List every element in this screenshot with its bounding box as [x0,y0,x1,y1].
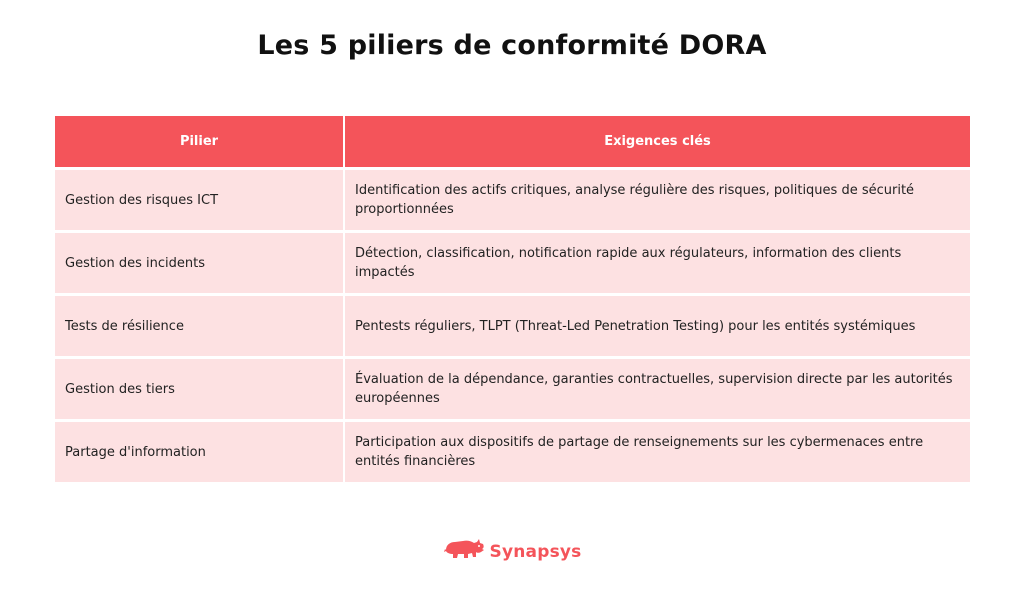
dora-pillars-table [55,116,970,482]
table-header-row [55,116,970,170]
table-row [55,296,970,359]
requirements-cell: Détection, classification, notification rapide aux régulateurs, information des clients impactés [345,233,970,296]
table-row [55,233,970,296]
requirements-cell: Participation aux dispositifs de partage de renseignements sur les cybermenaces entre entités financières [345,422,970,482]
column-header-exigences: Exigences clés [345,116,970,170]
requirements-cell: Pentests réguliers, TLPT (Threat-Led Penetration Testing) pour les entités systémiques [345,296,970,359]
table-row [55,422,970,482]
pillar-cell: Gestion des risques ICT [55,170,345,233]
column-header-pilier: Pilier [55,116,345,170]
pillar-cell: Tests de résilience [55,296,345,359]
brand-logo [0,538,1024,566]
brand-name: Synapsys [489,542,582,562]
page-title: Les 5 piliers de conformité DORA [257,30,767,61]
rhino-icon [443,538,485,566]
requirements-cell: Évaluation de la dépendance, garanties contractuelles, supervision directe par les autorités européennes [345,359,970,422]
table-row [55,359,970,422]
table-row [55,170,970,233]
pillar-cell: Partage d'information [55,422,345,482]
requirements-cell: Identification des actifs critiques, analyse régulière des risques, politiques de sécurité proportionnées [345,170,970,233]
pillar-cell: Gestion des tiers [55,359,345,422]
pillar-cell: Gestion des incidents [55,233,345,296]
